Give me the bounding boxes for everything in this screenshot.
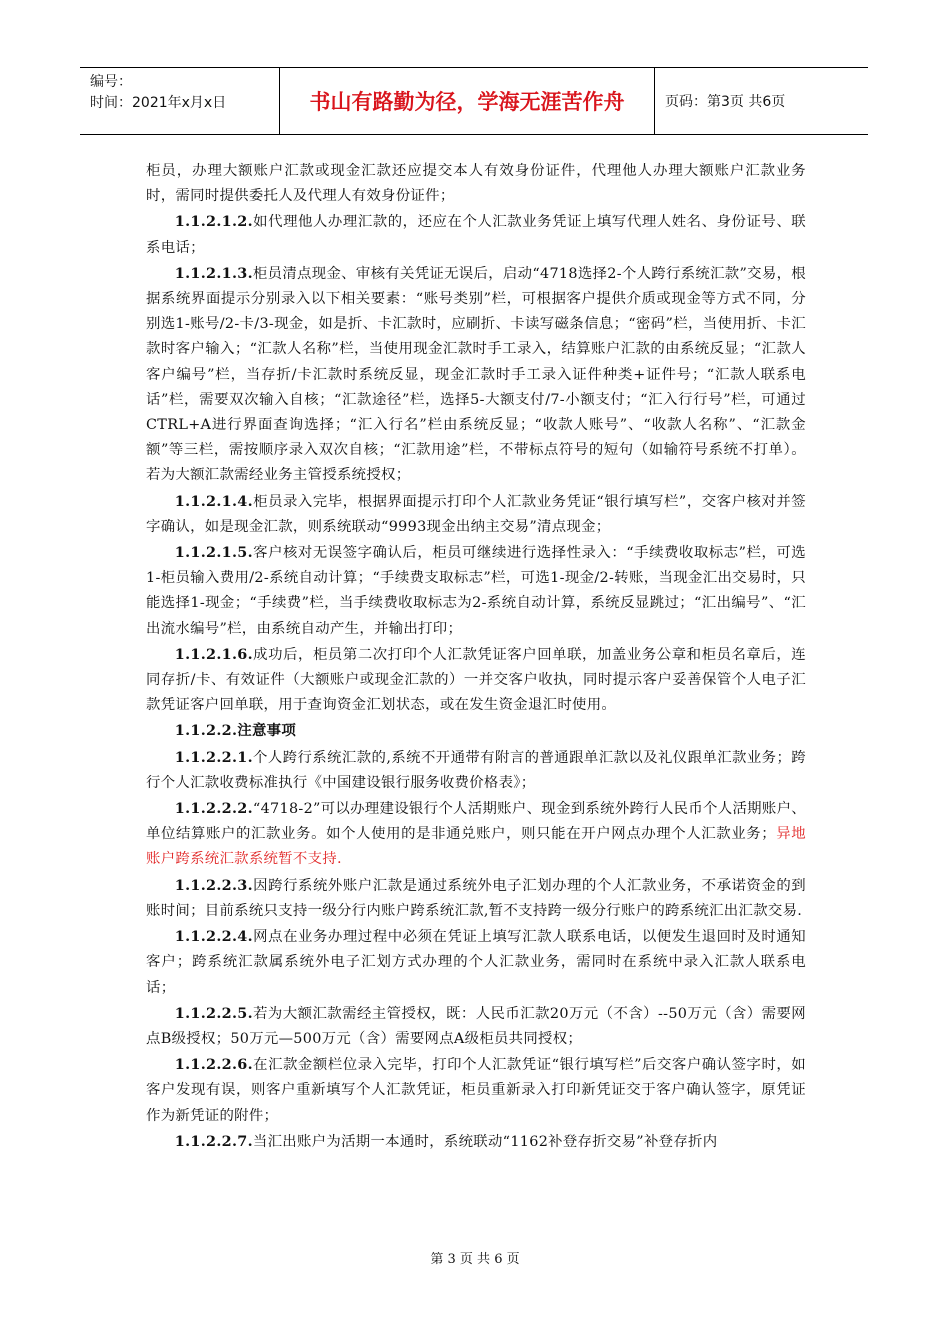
section-number: 1.1.2.1.3. <box>174 264 253 282</box>
paragraph-text: 柜员录入完毕，根据界面提示打印个人汇款业务凭证“银行填写栏”，交客户核对并签字确认，如是现金汇款，则系统联动“9993现金出纳主交易”清点现金； <box>146 493 806 535</box>
paragraph <box>146 261 806 489</box>
paragraph-text: 因跨行系统外账户汇款是通过系统外电子汇划办理的个人汇款业务，不承诺资金的到账时间；目前系统只支持一级分行内账户跨系统汇款,暂不支持跨一级分行账户的跨系统汇出汇款交易. <box>146 877 806 919</box>
doc-date: 时间：2021年x月x日 <box>90 95 227 111</box>
paragraph <box>146 1052 806 1129</box>
section-number: 1.1.2.2.1. <box>174 748 253 766</box>
paragraph-text: “4718-2”可以办理建设银行个人活期账户、现金到系统外跨行人民币个人活期账户、单位结算账户的汇款业务。如个人使用的是非通兑账户，则只能在开户网点办理个人汇款业务； <box>146 801 806 843</box>
section-number: 1.1.2.1.5. <box>174 544 253 562</box>
highlight-text: 异地账户跨系统汇款系统暂不支持. <box>146 826 806 868</box>
paragraph <box>146 873 806 924</box>
paragraph-text: 如代理他人办理汇款的，还应在个人汇款业务凭证上填写代理人姓名、身份证号、联系电话； <box>146 214 806 256</box>
section-number: 1.1.2.2.6. <box>174 1056 253 1074</box>
paragraph <box>146 796 806 873</box>
section-number: 1.1.2.2.3. <box>174 876 253 894</box>
paragraph <box>146 209 806 260</box>
paragraph-text: 在汇款金额栏位录入完毕，打印个人汇款凭证“银行填写栏”后交客户确认签字时，如客户发现有误，则客户重新填写个人汇款凭证，柜员重新录入打印新凭证交于客户确认签字，原凭证作为新凭证的附件； <box>146 1057 806 1124</box>
page-header <box>80 67 868 135</box>
paragraph-text: 当汇出账户为活期一本通时，系统联动“1162补登存折交易”补登存折内 <box>252 1133 718 1150</box>
paragraph-text: 客户核对无误签字确认后，柜员可继续进行选择性录入：“手续费收取标志”栏，可选1-柜员输入费用/2-系统自动计算；“手续费支取标志”栏，可选1-现金/2-转账，当现金汇出交易时，只能选择1-现金；“手续费”栏，当手续费收取标志为2-系统自动计算，系统反显跳过；“汇出编号”、“汇出流水编号”栏，由系统自动产生，并输出打印； <box>146 545 806 637</box>
paragraph: 柜员，办理大额账户汇款或现金汇款还应提交本人有效身份证件，代理他人办理大额账户汇款业务时，需同时提供委托人及代理人有效身份证件； <box>146 163 806 205</box>
section-number: 1.1.2.2.4. <box>174 928 253 946</box>
heading-text: 注意事项 <box>237 722 297 740</box>
paragraph-text: 个人跨行系统汇款的,系统不开通带有附言的普通跟单汇款以及礼仪跟单汇款业务；跨行个人汇款收费标准执行《中国建设银行服务收费价格表》； <box>146 749 806 791</box>
section-number: 1.1.2.2.2. <box>174 800 253 818</box>
paragraph <box>146 1001 806 1052</box>
paragraph <box>146 924 806 1001</box>
paragraph-text: 柜员清点现金、审核有关凭证无误后，启动“4718选择2-个人跨行系统汇款”交易，根据系统界面提示分别录入以下相关要素：“账号类别”栏，可根据客户提供介质或现金等方式不同，分别选1-账号/2-卡/3-现金，如是折、卡汇款时，应刷折、卡读写磁条信息；“密码”栏，当使用折、卡汇款时客户输入；“汇款人名称”栏，当使用现金汇款时手工录入，结算账户汇款的由系统反显；“汇款人客户编号”栏，当存折/卡汇款时系统反显，现金汇款时手工录入证件种类+证件号；“汇款人联系电话”栏，需要双次输入自核；“汇款途径”栏，选择5-大额支付/7-小额支付；“汇入行行号”栏，可通过CTRL+A进行界面查询选择；“汇入行名”栏由系统反显；“收款人账号”、“收款人名称”、“汇款金额”等三栏，需按顺序录入双次自核；“汇款用途”栏，不带标点符号的短句（如输符号系统不打单）。若为大额汇款需经业务主管授系统授权； <box>146 265 806 484</box>
section-number: 1.1.2.1.4. <box>174 492 253 510</box>
header-info-cell <box>80 68 280 134</box>
paragraph <box>146 642 806 719</box>
section-number: 1.1.2.1.2. <box>174 213 253 231</box>
paragraph-text: 成功后，柜员第二次打印个人汇款凭证客户回单联，加盖业务公章和柜员名章后，连同存折/卡、有效证件（大额账户或现金汇款的）一并交客户收执，同时提示客户妥善保管个人电子汇款凭证客户回单联，用于查询资金汇划状态，或在发生资金退汇时使用。 <box>146 646 806 714</box>
section-heading <box>146 718 806 744</box>
paragraph <box>146 489 806 540</box>
header-motto: 书山有路勤为径，学海无涯苦作舟 <box>280 68 655 134</box>
header-page-label: 页码：第3页 共6页 <box>665 94 786 110</box>
page-footer: 第 3 页 共 6 页 <box>430 1252 520 1267</box>
paragraph-text: 若为大额汇款需经主管授权，既：人民币汇款20万元（不含）--50万元（含）需要网点B级授权；50万元—500万元（含）需要网点A级柜员共同授权； <box>146 1005 806 1047</box>
paragraph <box>146 540 806 642</box>
paragraph <box>146 745 806 796</box>
document-body <box>146 159 806 1155</box>
paragraph <box>146 1129 806 1155</box>
section-number: 1.1.2.2.5. <box>174 1004 253 1022</box>
paragraph-text: 网点在业务办理过程中必须在凭证上填写汇款人联系电话，以便发生退回时及时通知客户；跨系统汇款属系统外电子汇划方式办理的个人汇款业务，需同时在系统中录入汇款人联系电话； <box>146 929 806 996</box>
section-number: 1.1.2.2.7. <box>174 1132 253 1150</box>
section-number: 1.1.2.1.6. <box>174 645 253 663</box>
section-number: 1.1.2.2. <box>174 722 238 740</box>
doc-number: 编号： <box>90 74 132 90</box>
